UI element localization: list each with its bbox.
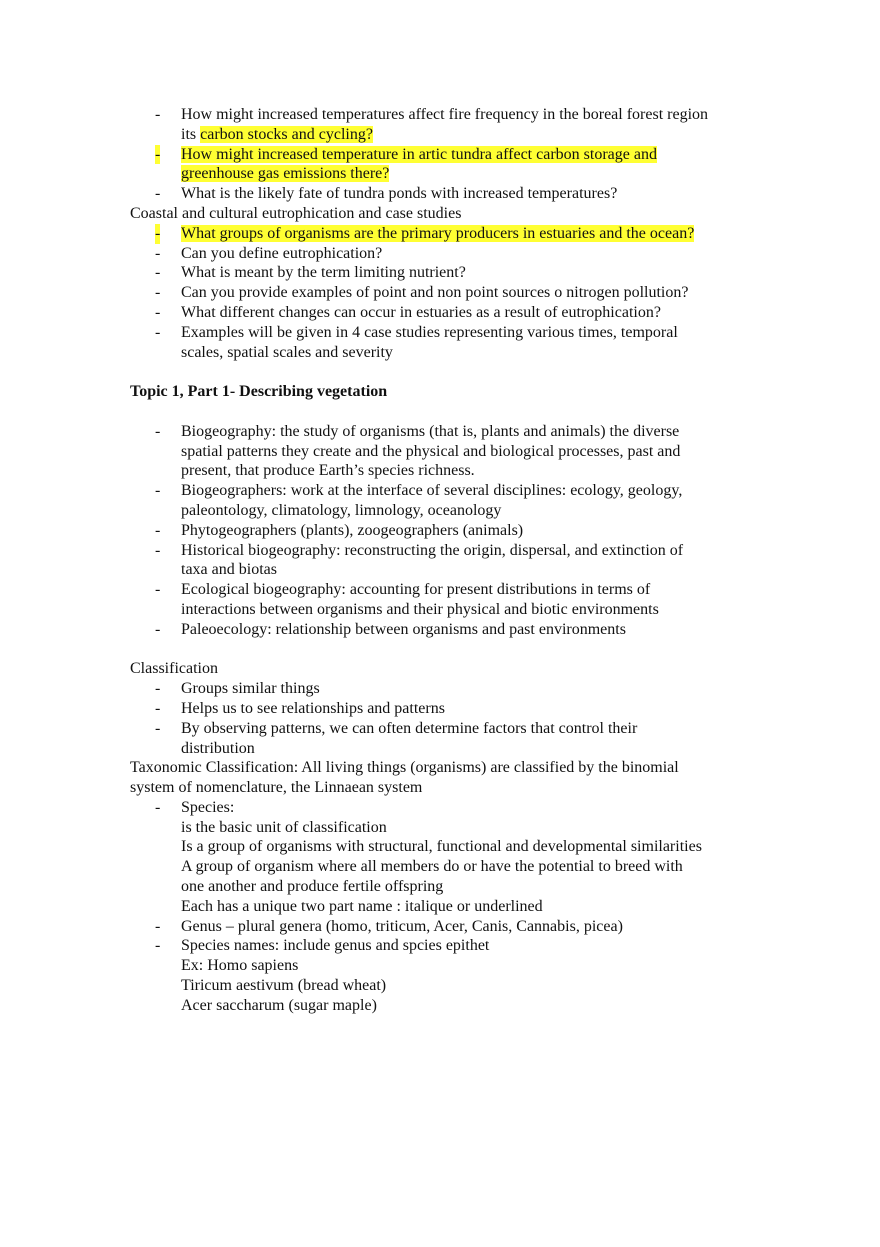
list-item-continuation: is the basic unit of classification	[181, 818, 387, 836]
section-title: Coastal and cultural eutrophication and case studies	[130, 204, 462, 222]
list-item-continuation	[130, 164, 770, 184]
bullet-dash: -	[155, 541, 161, 559]
bullet-dash: -	[155, 185, 161, 203]
item-text: Can you define eutrophication?	[181, 244, 383, 262]
list-item	[130, 679, 770, 699]
spacer	[130, 402, 770, 422]
item-text: Species names: include genus and spcies epithet	[181, 937, 490, 955]
item-text: Groups similar things	[181, 680, 320, 698]
item-text: Paleoecology: relationship between organisms and past environments	[181, 620, 626, 638]
list-item	[130, 263, 770, 283]
bullet-dash: -	[155, 303, 161, 321]
list-item-continuation: paleontology, climatology, limnology, oceanology	[181, 501, 502, 519]
list-item	[130, 699, 770, 719]
list-item-continuation: Each has a unique two part name : italique or underlined	[181, 897, 543, 915]
list-item-continuation: spatial patterns they create and the physical and biological processes, past and	[181, 442, 681, 460]
highlighted-text: carbon stocks and cycling?	[200, 125, 373, 143]
spacer	[130, 640, 770, 660]
spacer	[130, 362, 770, 382]
bullet-dash: -	[155, 699, 161, 717]
item-text: Helps us to see relationships and patterns	[181, 699, 445, 717]
bullet-dash: -	[155, 224, 161, 242]
bullet-dash: -	[155, 521, 161, 539]
list-item	[130, 422, 770, 442]
list-item	[130, 303, 770, 323]
section-title: Classification	[130, 660, 218, 678]
list-item	[130, 105, 770, 125]
bullet-dash: -	[155, 937, 161, 955]
list-item-continuation: present, that produce Earth’s species richness.	[181, 462, 475, 480]
bullet-dash: -	[155, 145, 161, 163]
bullet-dash: -	[155, 106, 161, 123]
list-item	[130, 580, 770, 600]
list-item-highlighted	[130, 224, 770, 244]
item-text: Historical biogeography: reconstructing the origin, dispersal, and extinction of	[181, 541, 684, 559]
list-item-highlighted	[130, 145, 770, 165]
list-item	[130, 184, 770, 204]
item-text: Ecological biogeography: accounting for present distributions in terms of	[181, 581, 651, 599]
bullet-dash: -	[155, 264, 161, 282]
list-item	[130, 244, 770, 264]
item-text: Phytogeographers (plants), zoogeographers (animals)	[181, 521, 524, 539]
item-text: Can you provide examples of point and non point sources o nitrogen pollution?	[181, 284, 689, 302]
list-item-continuation: Acer saccharum (sugar maple)	[181, 996, 377, 1014]
highlighted-text: greenhouse gas emissions there?	[181, 165, 390, 183]
item-text: What different changes can occur in estuaries as a result of eutrophication?	[181, 303, 661, 321]
bullet-dash: -	[155, 244, 161, 262]
list-item-continuation: A group of organism where all members do or have the potential to breed with	[181, 858, 683, 876]
bullet-dash: -	[155, 719, 161, 737]
list-item	[130, 620, 770, 640]
item-text: Species:	[181, 798, 235, 816]
bullet-dash: -	[155, 917, 161, 935]
list-item	[130, 521, 770, 541]
list-item-continuation	[130, 125, 770, 145]
list-item	[130, 798, 770, 818]
list-item	[130, 936, 770, 956]
list-item	[130, 283, 770, 303]
bullet-dash: -	[155, 284, 161, 302]
item-text: Biogeographers: work at the interface of several disciplines: ecology, geology,	[181, 482, 683, 500]
list-item-continuation: interactions between organisms and their physical and biotic environments	[181, 600, 659, 618]
list-item-continuation: scales, spatial scales and severity	[181, 343, 393, 361]
bullet-dash: -	[155, 581, 161, 599]
paragraph-line: system of nomenclature, the Linnaean system	[130, 779, 423, 797]
item-text: Genus – plural genera (homo, triticum, Acer, Canis, Cannabis, picea)	[181, 917, 623, 935]
item-text: How might increased temperatures affect fire frequency in the boreal forest region	[181, 106, 709, 123]
paragraph-line: Taxonomic Classification: All living things (organisms) are classified by the binomial	[130, 759, 679, 777]
item-text: Biogeography: the study of organisms (that is, plants and animals) the diverse	[181, 422, 680, 440]
bullet-dash: -	[155, 323, 161, 341]
list-item-continuation: Tiricum aestivum (bread wheat)	[181, 977, 387, 995]
bullet-dash: -	[155, 620, 161, 638]
bullet-dash: -	[155, 798, 161, 816]
list-item-continuation: Ex: Homo sapiens	[181, 957, 299, 975]
highlighted-text: How might increased temperature in artic tundra affect carbon storage and	[181, 145, 657, 163]
list-item-continuation: taxa and biotas	[181, 561, 277, 579]
list-item	[130, 917, 770, 937]
bullet-dash: -	[155, 482, 161, 500]
list-item	[130, 719, 770, 739]
item-text: By observing patterns, we can often determine factors that control their	[181, 719, 638, 737]
list-item	[130, 481, 770, 501]
list-item-continuation: distribution	[181, 739, 255, 757]
section-heading: Topic 1, Part 1- Describing vegetation	[130, 383, 388, 401]
document-page	[130, 105, 770, 1016]
item-text: its	[181, 125, 201, 143]
highlighted-text: What groups of organisms are the primary producers in estuaries and the ocean?	[181, 224, 695, 242]
bullet-dash: -	[155, 422, 161, 440]
item-text: Examples will be given in 4 case studies representing various times, temporal	[181, 323, 678, 341]
item-text: What is the likely fate of tundra ponds with increased temperatures?	[181, 185, 618, 203]
list-item	[130, 541, 770, 561]
list-item-continuation: one another and produce fertile offspring	[181, 878, 444, 896]
bullet-dash: -	[155, 680, 161, 698]
list-item-continuation: Is a group of organisms with structural, functional and developmental similarities	[181, 838, 702, 856]
list-item	[130, 323, 770, 343]
item-text: What is meant by the term limiting nutrient?	[181, 264, 466, 282]
